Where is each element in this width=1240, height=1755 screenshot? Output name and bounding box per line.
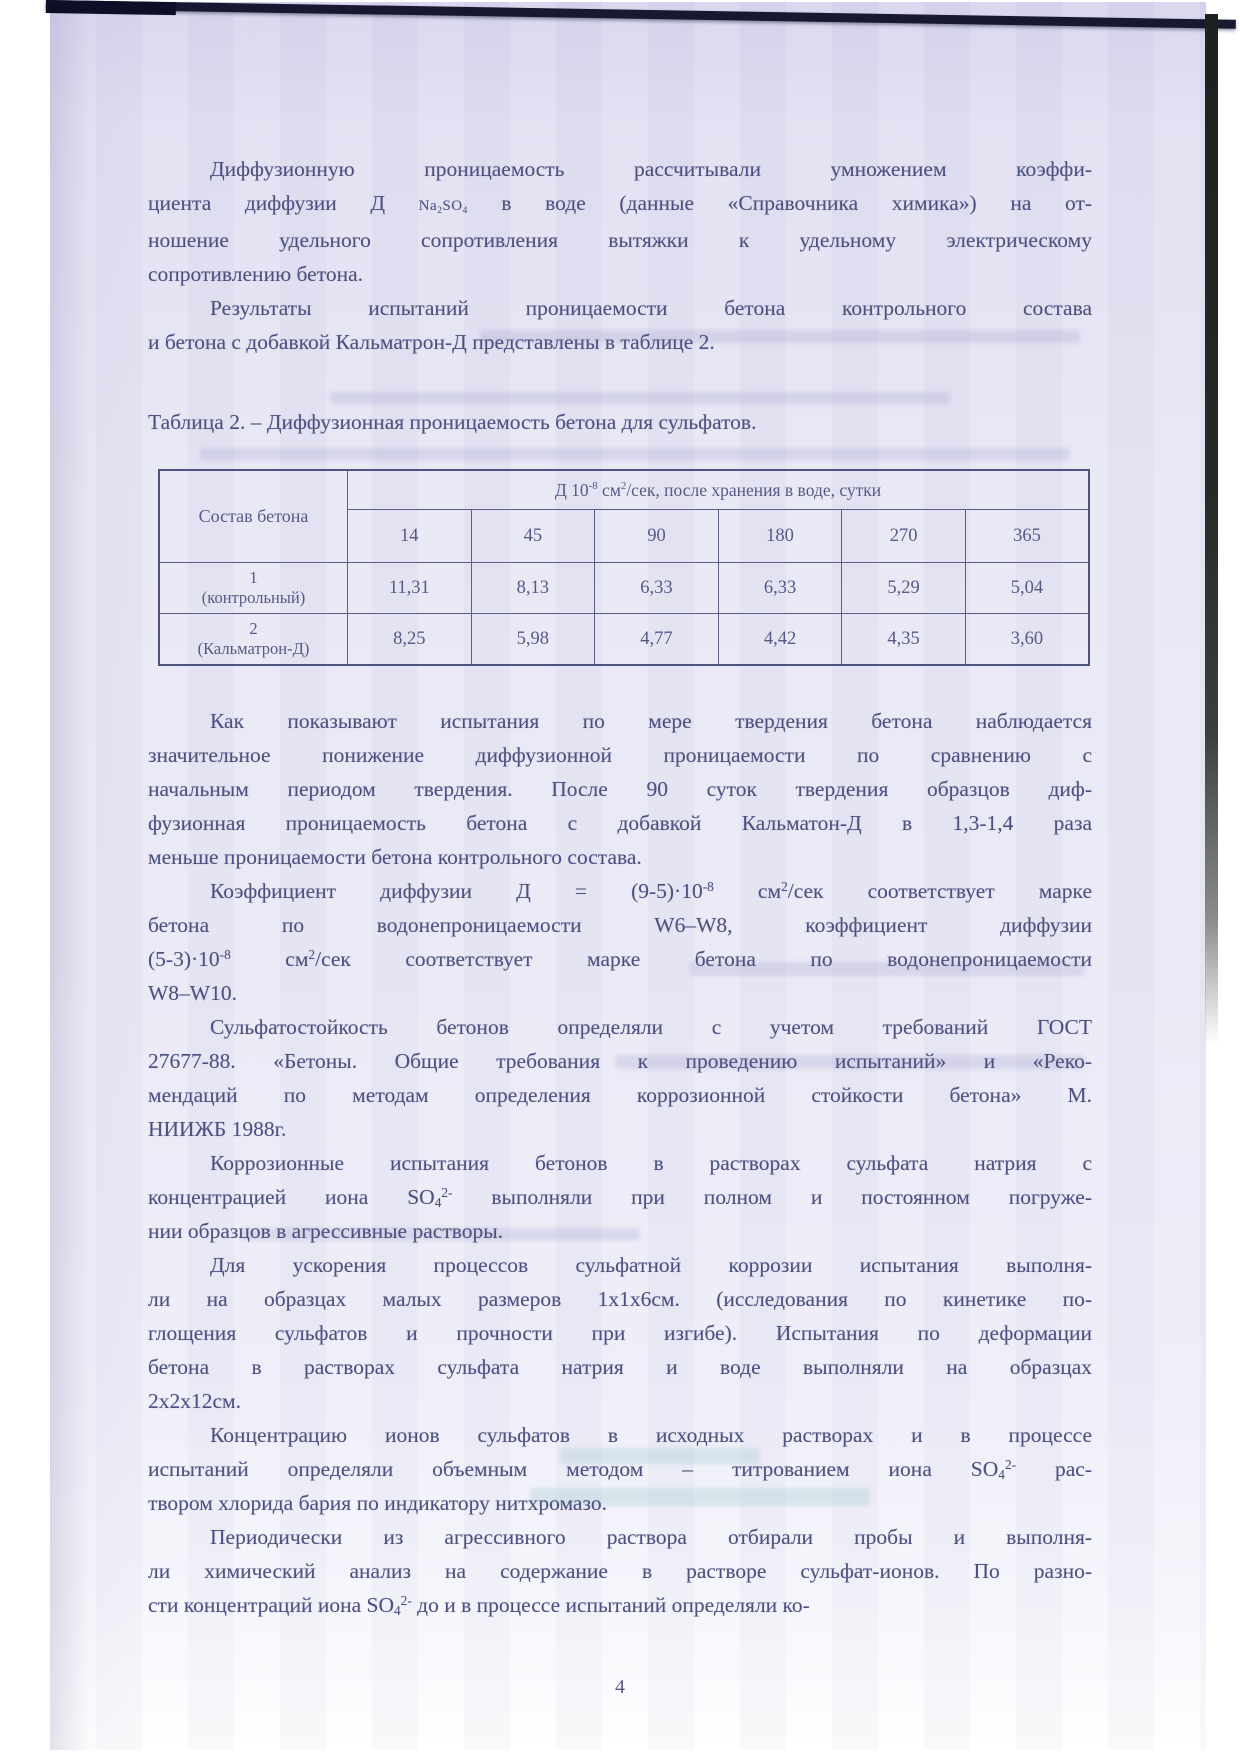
text-line: твором хлорида бария по индикатору нитхромазо. [148,1491,607,1515]
table-header-row [159,470,1089,510]
column-header: 365 [965,510,1089,563]
row-label [159,563,348,614]
text-line: глощения сульфатов и прочности при изгибе). Испытания по деформации [148,1321,1092,1345]
text-line: W8–W10. [148,981,237,1005]
text-line: Как показывают испытания по мере твердения бетона наблюдается [210,709,1092,733]
text-line: значительное понижение диффузионной проницаемости по сравнению с [148,743,1092,767]
text-line: Периодически из агрессивного раствора отбирали пробы и выполня- [210,1525,1092,1549]
paper [50,2,1206,1750]
page-number: 4 [615,1676,625,1698]
table-cell: 4,35 [842,614,966,666]
paragraph [148,1418,1092,1520]
paragraphs-bottom [148,704,1092,1622]
table-row-header: Состав бетона [159,470,348,563]
text-line: НИИЖБ 1988г. [148,1117,287,1141]
table-cell: 8,25 [348,614,472,666]
row-name: (Кальматрон-Д) [197,639,310,658]
table-cell: 3,60 [965,614,1089,666]
text-line: ношение удельного сопротивления вытяжки к удельному электрическому [148,228,1092,252]
column-header: 90 [595,510,719,563]
table-cell: 8,13 [471,563,595,614]
column-header: 45 [471,510,595,563]
text-line: бетона по водонепроницаемости W6–W8, коэффициент диффузии [148,913,1092,937]
text-line: Концентрацию ионов сульфатов в исходных растворах и в процессе [210,1423,1092,1447]
scan-edge-right [1205,14,1218,1044]
text-line: 2х2х12см. [148,1389,242,1413]
text-line: 27677-88. «Бетоны. Общие требования к проведению испытаний» и «Реко- [148,1049,1092,1073]
column-header: 270 [842,510,966,563]
table-cell: 5,04 [965,563,1089,614]
text-line: меньше проницаемости бетона контрольного состава. [148,845,642,869]
text-line: мендаций по методам определения коррозионной стойкости бетона» М. [148,1083,1092,1107]
text-line: и бетона с добавкой Кальматрон-Д представлены в таблице 2. [148,330,715,354]
text-line: Сульфатостойкость бетонов определяли с учетом требований ГОСТ [210,1015,1092,1039]
text-line: циента диффузии Д $Na_2SO_4$ в воде (данные «Справочника химика») на от- [148,191,1092,216]
text-line: Результаты испытаний проницаемости бетона контрольного состава [210,296,1092,320]
page-content [148,152,1092,1699]
text-line: бетона в растворах сульфата натрия и воде выполняли на образцах [148,1355,1092,1379]
text-line: сти концентраций иона $SO_4^{2-}$ до и в процессе испытаний определяли ко- [148,1593,810,1618]
text-line: начальным периодом твердения. После 90 суток твердения образцов диф- [148,777,1092,801]
page-footer [148,1676,1092,1699]
text-line: Для ускорения процессов сульфатной коррозии испытания выполня- [210,1253,1092,1277]
text-line: испытаний определяли объемным методом – титрованием иона $SO_4^{2-}$ рас- [148,1457,1092,1482]
text-line: концентрацией иона $SO_4^{2-}$ выполняли при полном и постоянном погруже- [148,1185,1093,1210]
column-header: 14 [348,510,472,563]
table-cell: 11,31 [348,563,472,614]
table-row [159,614,1089,666]
table-row [159,563,1089,614]
text-line: $(5-3)\cdot 10^{-8}$ $см^2$/сек соответствует марке бетона по водонепроницаемости [148,947,1092,971]
paragraph [148,152,1092,291]
row-name: (контрольный) [201,588,306,607]
diffusion-table [158,469,1090,666]
text-line: ли на образцах малых размеров 1х1х6см. (исследования по кинетике по- [148,1287,1092,1311]
table-cell: 4,42 [718,614,842,666]
row-number: 1 [249,568,258,587]
paragraphs-top [148,152,1092,359]
text-line: Коэффициент диффузии $Д = (9-5)\cdot 10^{-8}$ $см^2$/сек соответствует марке [210,879,1092,903]
text-line: нии образцов в агрессивные растворы. [148,1219,504,1243]
text-line: сопротивлению бетона. [148,262,363,286]
row-label [159,614,348,666]
text-line: Коррозионные испытания бетонов в растворах сульфата натрия с [210,1151,1092,1175]
table-cell: 6,33 [595,563,719,614]
row-number: 2 [249,619,258,638]
paragraph [148,291,1092,359]
text-line: ли химический анализ на содержание в растворе сульфат-ионов. По разно- [148,1559,1092,1583]
table-group-header: Д $10^{-8}$ $см^2$/сек, после хранения в воде, сутки [348,470,1090,510]
paragraph [148,1248,1092,1418]
table-caption: Таблица 2. – Диффузионная проницаемость бетона для сульфатов. [148,410,757,434]
paragraph [148,704,1092,874]
paragraph [148,874,1092,1010]
text-line: Диффузионную проницаемость рассчитывали умножением коэффи- [210,157,1092,181]
table-cell: 4,77 [595,614,719,666]
table-cell: 5,29 [842,563,966,614]
table-cell: 5,98 [471,614,595,666]
text-line: фузионная проницаемость бетона с добавкой Кальматон-Д в 1,3-1,4 раза [148,811,1092,835]
column-header: 180 [718,510,842,563]
paragraph [148,1010,1092,1146]
paragraph [148,1520,1092,1622]
paragraph [148,1146,1092,1248]
table-cell: 6,33 [718,563,842,614]
